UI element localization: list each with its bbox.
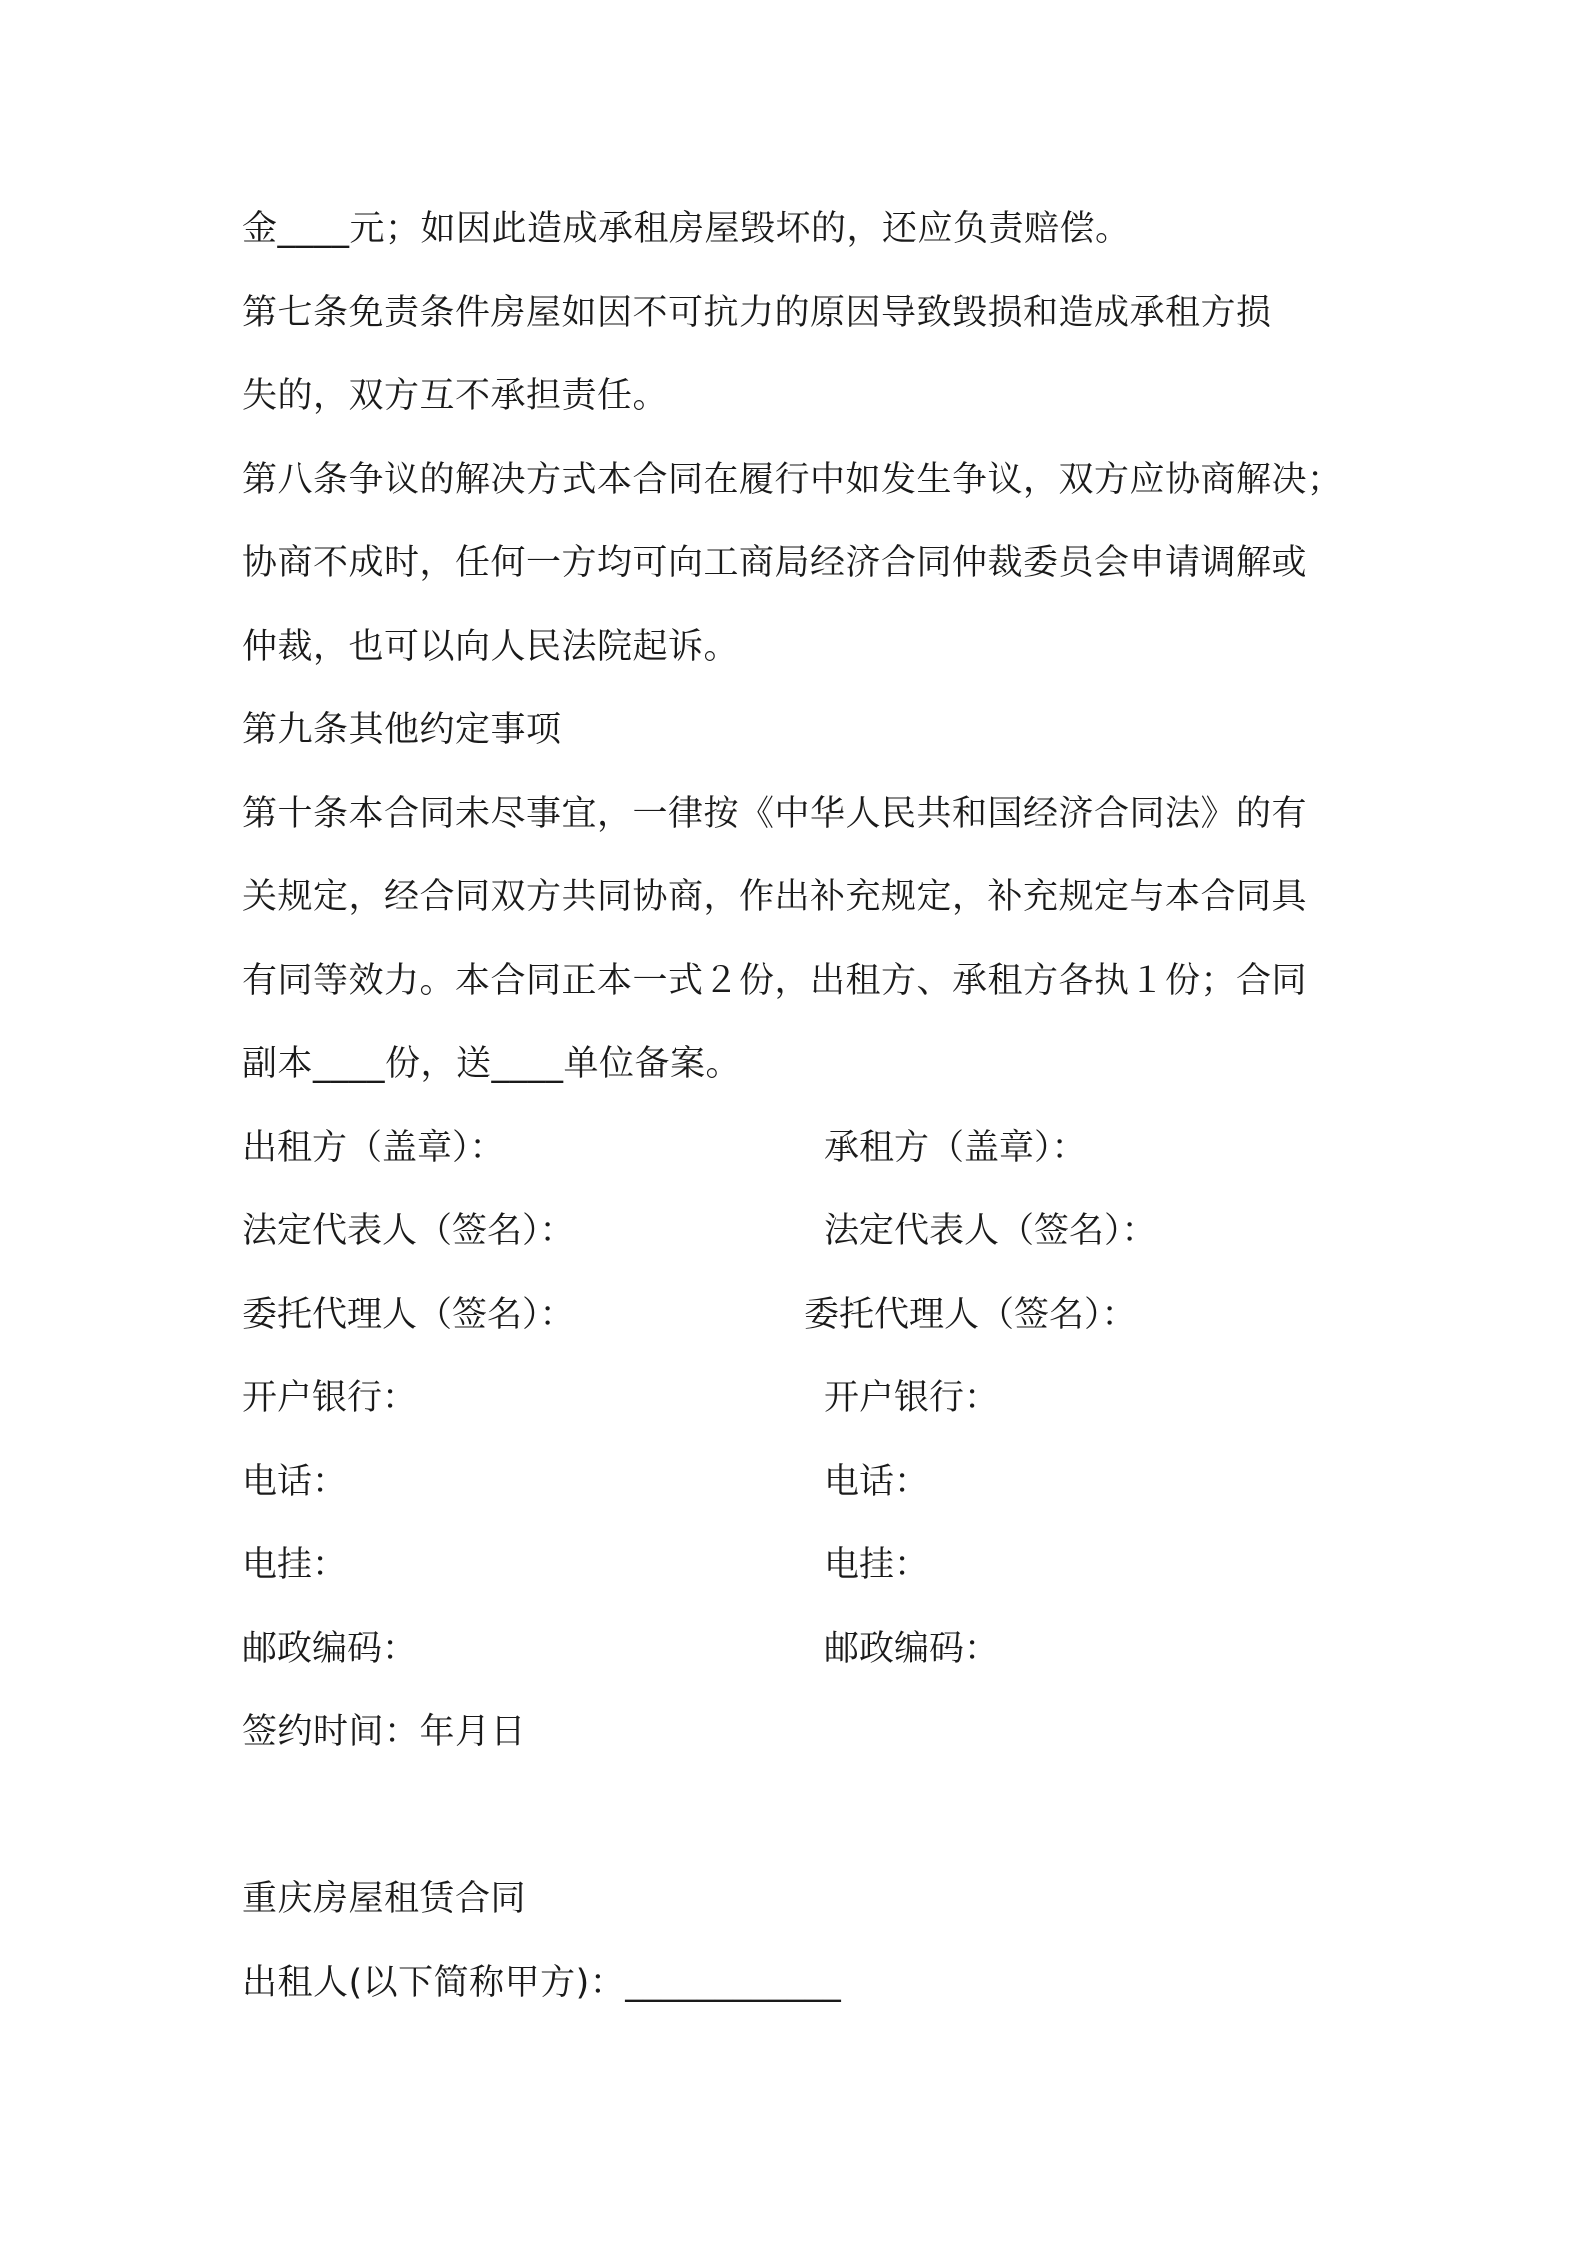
lessee-agent-label: 委托代理人（签名）： [804, 1295, 1137, 1335]
lessor-legal-rep-label: 法定代表人（签名）： [242, 1211, 575, 1251]
lessor-bank-label: 开户银行： [242, 1378, 418, 1418]
signature-row-phone [242, 1458, 1352, 1506]
lessee-bank-label: 开户银行： [824, 1378, 1000, 1418]
lessee-legal-rep-label: 法定代表人（签名）： [824, 1211, 1157, 1251]
next-contract-lessor-line: 出租人(以下简称甲方)：____________ [242, 1963, 842, 2003]
paragraph-article-8-line3: 仲裁，也可以向人民法院起诉。 [242, 627, 740, 667]
signature-row-bank [242, 1374, 1352, 1422]
lessee-seal-label: 承租方（盖章）： [824, 1128, 1087, 1168]
signature-row-telegraph [242, 1541, 1352, 1589]
lessor-seal-label: 出租方（盖章）： [242, 1128, 505, 1168]
paragraph-article-10-line4: 副本____份，送____单位备案。 [242, 1044, 742, 1084]
signature-row-agent [242, 1291, 1352, 1339]
lessor-postcode-label: 邮政编码： [242, 1629, 418, 1669]
lessee-phone-label: 电话： [824, 1462, 930, 1502]
paragraph-article-7-line2: 失的，双方互不承担责任。 [242, 376, 669, 416]
lessee-telegraph-label: 电挂： [824, 1545, 930, 1585]
lessor-agent-label: 委托代理人（签名）： [242, 1295, 575, 1335]
paragraph-article-8-line2: 协商不成时，任何一方均可向工商局经济合同仲裁委员会申请调解或 [242, 543, 1308, 583]
paragraph-article-8-line1: 第八条争议的解决方式本合同在履行中如发生争议，双方应协商解决； [242, 460, 1343, 500]
lessor-telegraph-label: 电挂： [242, 1545, 348, 1585]
signature-row-legal-rep [242, 1207, 1352, 1255]
paragraph-deposit-clause: 金____元；如因此造成承租房屋毁坏的，还应负责赔偿。 [242, 209, 1131, 249]
paragraph-article-9: 第九条其他约定事项 [242, 710, 562, 750]
paragraph-article-10-line3: 有同等效力。本合同正本一式２份，出租方、承租方各执１份；合同 [242, 961, 1308, 1001]
signature-row-postcode [242, 1625, 1352, 1673]
next-contract-title: 重庆房屋租赁合同 [242, 1879, 527, 1919]
paragraph-article-7-line1: 第七条免责条件房屋如因不可抗力的原因导致毁损和造成承租方损 [242, 293, 1272, 333]
paragraph-article-10-line1: 第十条本合同未尽事宜，一律按《中华人民共和国经济合同法》的有 [242, 794, 1308, 834]
lessor-phone-label: 电话： [242, 1462, 348, 1502]
signature-row-seal [242, 1124, 1352, 1172]
lessee-postcode-label: 邮政编码： [824, 1629, 1000, 1669]
signing-date-label: 签约时间：年月日 [242, 1712, 527, 1752]
paragraph-article-10-line2: 关规定，经合同双方共同协商，作出补充规定，补充规定与本合同具 [242, 877, 1308, 917]
